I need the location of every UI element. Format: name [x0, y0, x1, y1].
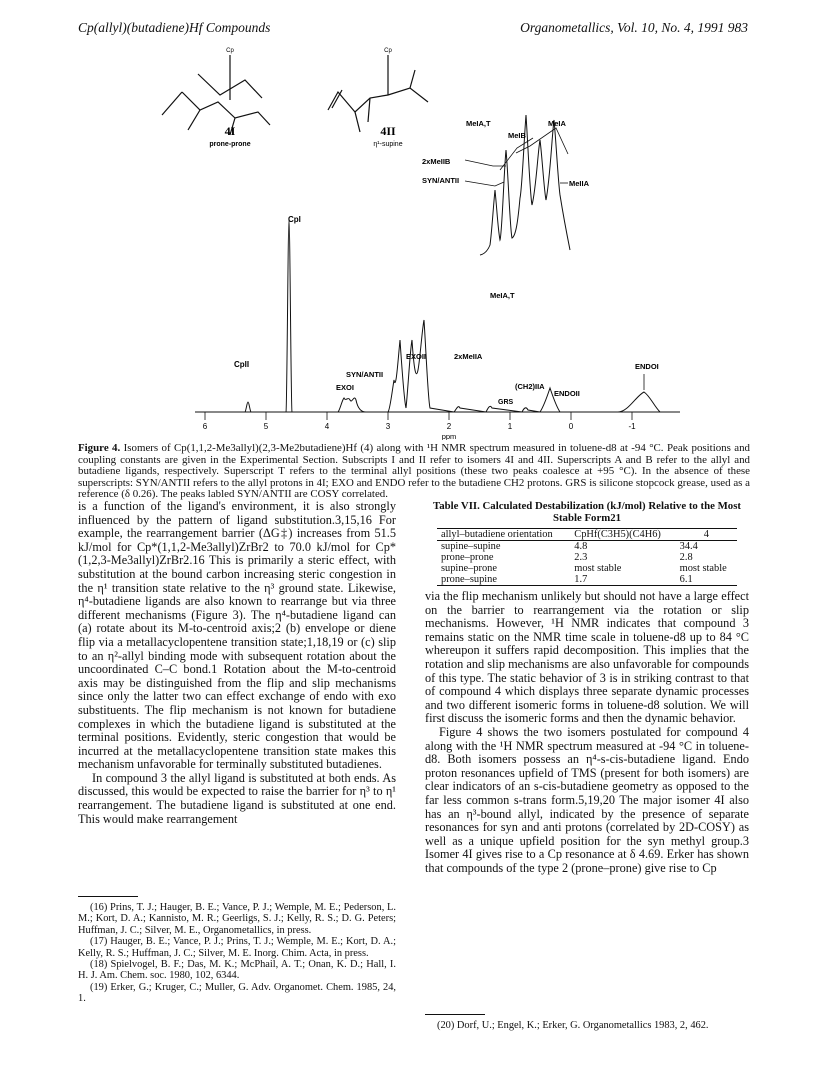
- body-paragraph: In compound 3 the allyl ligand is substituted at both ends. As discussed, this would be expected to raise the barrier for η³ to η¹ rearrangement. The butadiene ligand is substituted at one end. This would make rearrangement: [78, 770, 396, 826]
- table-cell: supine–prone: [441, 563, 497, 574]
- figure-4: [70, 40, 760, 440]
- table-cell: prone–prone: [441, 552, 494, 563]
- reference-entry: (16) Prins, T. J.; Hauger, B. E.; Vance, P. J.; Wemple, M. E.; Pederson, L. M.; Kort, D. A.; Kannisto, M. R.; Geerligs, S. J.; Kelly, R. S.; D. G. Peters; Huffman, J. C.; Silver, M. E., Organometallics, in press.: [78, 902, 396, 936]
- reference-entry: (20) Dorf, U.; Engel, K.; Erker, G. Organometallics 1983, 2, 462.: [437, 1020, 709, 1031]
- footnote-rule: [78, 896, 138, 897]
- peak-label-exo-i: EXOI: [336, 383, 354, 392]
- header-title: Cp(allyl)(butadiene)Hf Compounds: [78, 20, 271, 35]
- table-header: CpHf(C3H5)(C4H6): [570, 529, 675, 541]
- reference-entry: (17) Hauger, B. E.; Vance, P. J.; Prins, T. J.; Wemple, M. E.; Kort, D. A.; Kelly, R. S.; Huffman, J. C.; Silver, M. E. Inorg. Chim. Acta, in press.: [78, 936, 396, 959]
- table-vii: [425, 500, 749, 586]
- isomer-4i-structure: [162, 55, 270, 135]
- table-cell: supine–supine: [441, 541, 501, 552]
- isomer-4ii-label: 4II: [380, 124, 396, 138]
- table-cell: 1.7: [570, 574, 675, 586]
- ppm-axis-ticks: [205, 412, 632, 420]
- inset-label-two-me-ii-b: 2xMeIIB: [422, 157, 451, 166]
- peak-label-endo-ii: ENDOII: [554, 389, 580, 398]
- figure-caption: [78, 443, 750, 501]
- peak-label-cp-i: CpI: [288, 215, 301, 224]
- ppm-tick-label: 5: [263, 422, 269, 431]
- references-right: [425, 1020, 749, 1031]
- inset-label-me-i-b: MeIB: [508, 131, 526, 140]
- figure-caption-label: Figure 4.: [78, 442, 121, 454]
- table-cell: 2.8: [679, 552, 693, 563]
- reference-entry: (19) Erker, G.; Kruger, C.; Muller, G. Adv. Organomet. Chem. 1985, 24, 1.: [78, 981, 396, 1005]
- body-paragraph: via the flip mechanism unlikely but should not have a large effect on the barrier to rearrangement via the rotation or slip mechanisms. However, ¹H NMR indicates that compound 3 remains static on the NMR time scale in toluene-d8 up to 84 °C whereupon it suffers rapid decomposition. This implies that the rotation and slip mechanisms are also unfavorable for compounds of this type. The static behavior of 3 is in striking contrast to that of compound 4 which displays three separate dynamic processes and two different isomeric forms in toluene-d8 solution. We will first discuss the isomeric forms and then the dynamic behavior.: [425, 589, 749, 726]
- peak-label-grs: GRS: [498, 399, 514, 406]
- inset-label-syn-anti: SYN/ANTII: [422, 176, 460, 185]
- table-cell: prone–supine: [437, 574, 570, 586]
- ppm-tick-label: 0: [568, 422, 574, 431]
- figure-caption-text: Isomers of Cp(1,1,2-Me3allyl)(2,3-Me2butadiene)Hf (4) along with ¹H NMR spectrum measured in toluene-d8 at -94 °C. Peak positions and coupling constants are given in the Experimental Section. Subscripts I and II refer to isomers 4I and 4II. Superscripts A and B refer to the allyl and butadiene ligands, respectively. Superscript T refers to the terminal allyl positions (these two peaks coalesce at +95 °C). In the absence of these superscripts: SYN/ANTII refers to the allyl protons in 4I; EXO and ENDO refer to the butadiene CH2 protons. GRS is silicone stopcock grease, used as a reference (δ 0.26). The peaks labled SYN/ANTII are COSY correlated.: [78, 442, 750, 501]
- footnote-rule: [425, 1014, 485, 1015]
- references-left: [78, 902, 396, 1005]
- ppm-tick-label: -1: [628, 422, 636, 431]
- isomer-4i-cp-label: Cp: [226, 48, 234, 54]
- table-cell: most stable: [679, 563, 727, 574]
- peak-label-cp-ii: CpII: [234, 360, 250, 369]
- table-row: [437, 563, 737, 574]
- right-column-body: [425, 590, 749, 875]
- destabilization-table: [437, 528, 737, 586]
- inset-label-me-i-at: MeIA,T: [466, 119, 491, 128]
- reference-entry: (18) Spielvogel, B. F.; Das, M. K.; McPhail, A. T.; Onan, K. D.; Hall, I. H. J. Am. Chem. soc. 1980, 102, 6344.: [78, 959, 396, 982]
- peak-label-exo-ii: EXOII: [406, 352, 427, 361]
- isomer-4ii-sublabel: η¹-supine: [373, 141, 403, 148]
- body-paragraph: Figure 4 shows the two isomers postulated for compound 4 along with the ¹H NMR spectrum measured at -94 °C in toluene-d8. Both isomers possess an η⁴-s-cis-butadiene ligand. Endo proton resonances upfield of TMS (present for both isomers) are clear indicators of an s-cis-butadiene geometry as opposed to the far less common s-trans form.5,19,20 The major isomer 4I also has an η³-bound allyl, indicated by the presence of separate resonances for syn and anti protons (correlated by 2D-COSY) as well as a unique upfield position for the syn methyl group.3 Isomer 4I gives rise to a Cp resonance at δ 4.69. Erker has shown that compounds of the type 2 (prone–prone) give rise to Cp: [425, 724, 749, 875]
- ppm-tick-label: 4: [324, 422, 330, 431]
- table-row: [437, 574, 737, 586]
- peak-label-me-i-at: MeIA,T: [490, 291, 515, 300]
- table-cell: 4.8: [574, 541, 588, 552]
- running-header: [78, 20, 748, 38]
- header-journal: Organometallics, Vol. 10, No. 4, 1991 983: [520, 20, 748, 35]
- ppm-axis: [195, 412, 680, 440]
- ppm-tick-label: 1: [507, 422, 513, 431]
- table-row: [437, 552, 737, 563]
- ppm-tick-label: 2: [446, 422, 452, 431]
- table-header: 4: [676, 529, 737, 541]
- main-spectrum-trace: [195, 220, 570, 412]
- ppm-tick-label: 6: [202, 422, 208, 431]
- inset-label-me-ii-a: MeIIA: [569, 179, 590, 188]
- table-cell: 2.3: [574, 552, 588, 563]
- body-paragraph: is a function of the ligand's environment, it is also strongly influenced by the pattern of ligand substitution.3,15,16 For example, the rearrangement barrier (ΔG‡) increases from 51.5 kJ/mol for Cp*(1,1,2-Me3allyl)ZrBr2 to 70.0 kJ/mol for Cp*(1,2,3-Me3allyl)ZrBr2.16 This is primarily a steric effect, with substitution at the bound carbon increasing steric congestion in the η¹ transition state relative to the η³ ground state. Likewise, η⁴-butadiene ligands are also known to rearrange but via three different mechanisms (Figure 3). The η⁴-butadiene ligand can (a) rotate about its M-to-centroid axis;2 (b) envelope or diene flip via a metallacyclopentene transition state;1,18,19 or (c) slip to an η²-allyl binding mode with subsequent rotation about the uncoordinated C–C bond.1 Rotation about the M-to-centroid axis may be distinguished from the flip and slip mechanisms since only the latter two can effect exchange of endo with exo substituents. The flip mechanism is not known for butadiene complexes in which the butadiene ligand is substituted at the terminal positions. Evidently, steric congestion that would be incurred at the metallacyclopentene transition state makes this mechanism unfavorable for terminally substituted butadienes.: [78, 499, 396, 772]
- peak-label-two-me-ii-a: 2xMeIIA: [454, 352, 483, 361]
- table-title: Table VII. Calculated Destabilization (kJ/mol) Relative to the Most Stable Form21: [433, 500, 741, 524]
- ppm-axis-label: ppm: [441, 432, 457, 440]
- ppm-tick-label: 3: [385, 422, 391, 431]
- peak-label-endo-i: ENDOI: [635, 362, 659, 371]
- peak-label-syn-anti-i: SYN/ANTII: [346, 370, 384, 379]
- peak-label-ch2-ii: (CH2)IIA: [515, 382, 545, 391]
- table-cell: most stable: [574, 563, 622, 574]
- table-cell: 34.4: [679, 541, 698, 552]
- isomer-4i-label: 4I: [224, 124, 236, 138]
- table-cell: 6.1: [676, 574, 737, 586]
- table-row: [437, 541, 737, 553]
- isomer-4i-sublabel: prone-prone: [209, 141, 251, 148]
- nmr-spectrum-figure: [70, 40, 760, 440]
- inset-label-me-i-a: MeIA: [548, 119, 566, 128]
- table-header: allyl–butadiene orientation: [437, 529, 570, 541]
- left-column-body: [78, 500, 396, 826]
- isomer-4ii-cp-label: Cp: [384, 48, 392, 54]
- isomer-4ii-structure: [328, 55, 428, 132]
